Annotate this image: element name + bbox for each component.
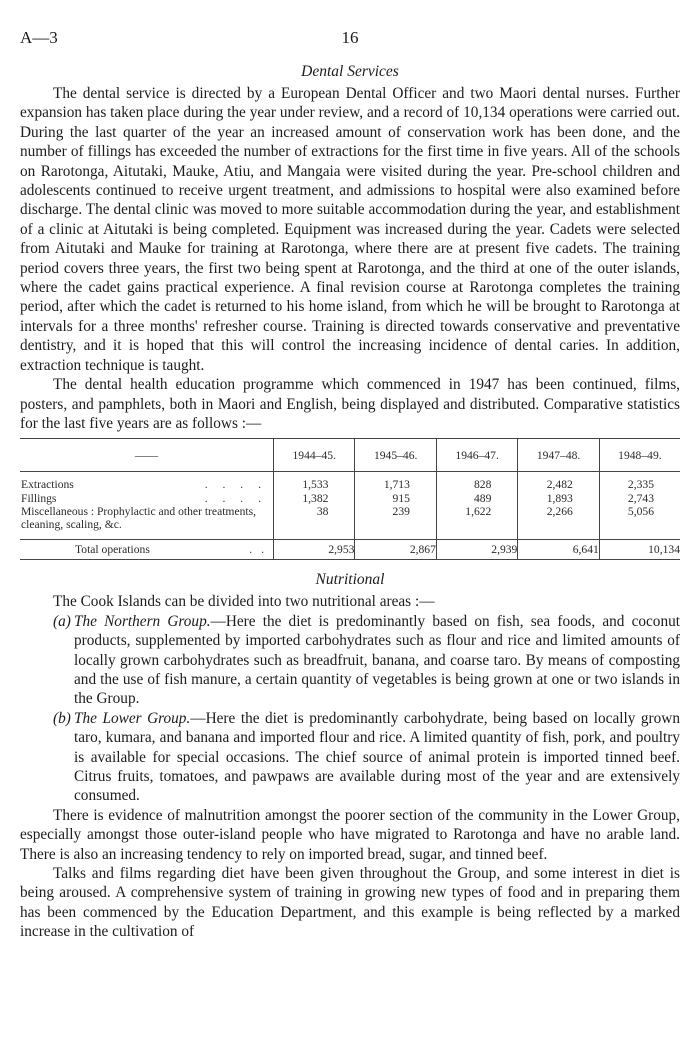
total-cell: 10,134 <box>599 540 680 560</box>
total-cell: 2,953 <box>274 540 355 560</box>
leader-dots: . . <box>249 543 267 557</box>
page-header <box>20 28 680 62</box>
table-cell: 38 <box>316 504 329 518</box>
table-cell: 915 <box>392 491 410 505</box>
item-marker: (b) <box>53 709 71 727</box>
year-header: 1944–45. <box>274 439 355 472</box>
year-column-1944-45 <box>274 472 355 540</box>
dental-paragraph-2: The dental health education programme which commenced in 1947 has been continued, films, posters, and pamphlets, both in Maori and English, being displayed and distributed. Comparative statistics for the last five years are as follows :— <box>20 376 680 432</box>
nutrition-intro: The Cook Islands can be divided into two nutritional areas :— <box>53 593 435 611</box>
dental-paragraph-1: The dental service is directed by a European Dental Officer and two Maori dental nurses. Further expansion has taken place during the year under review, and a record of 10,134 operations were carried out. During the last quarter of the year an increased amount of conservation work has been done, and the number of fillings has exceeded the number of extractions for the first time in five years. All of the schools on Rarotonga, Aitutaki, Mauke, Atiu, and Mangaia were visited during the year. Pre-school children and adolescents continued to receive urgent treatment, and admissions to hospital were also examined before discharge. The dental clinic was moved to more suitable accommodation during the year, and establishment of a clinic at Aitutaki is being completed. Equipment was increased during the year. Cadets were selected from Aitutaki and Mauke for training at Rarotonga, where there are at present five cadets. The training period covers three years, the first two being spent at Rarotonga, and the third at one of the outer islands, where the cadet gains practical experience. A final revision course at Rarotonga completes the training period, after which the cadet is returned to his home island, from which he will be brought to Rarotonga at intervals for a three months' refresher course. Training is directed towards conservative and preventative dentistry, and it is hoped that this will control the increasing incidence of dental caries. In addition, extraction technique is taught. <box>20 85 680 374</box>
total-cell: 2,867 <box>355 540 436 560</box>
nutritional-heading: Nutritional <box>315 571 385 589</box>
table-corner-dash: —— <box>20 439 274 472</box>
group-name: The Lower Group. <box>74 709 191 727</box>
group-name: The Northern Group. <box>74 612 211 630</box>
year-header: 1947–48. <box>518 439 599 472</box>
table-cell: 1,533 <box>302 478 329 492</box>
group-description: —Here the diet is predominantly based on fish, sea foods, and coconut products, supplemented by imported carbohydrates such as flour and rice and limited amounts of locally grown carbohydrates such as breadfruit, banana, and coarse taro. By means of composting and the use of fish manure, a certain quantity of vegetables is being grown at one or two islands in the Group. <box>74 612 680 708</box>
table-cell: 2,335 <box>627 478 654 492</box>
total-label-cell <box>20 540 274 560</box>
table-cell: 1,382 <box>302 491 329 505</box>
table-cell: 5,056 <box>627 504 654 518</box>
table-body-row <box>20 472 680 540</box>
table-total-row <box>20 540 680 560</box>
table-cell: 2,482 <box>546 478 573 492</box>
row-label-text: Extractions <box>21 478 74 492</box>
row-labels-cell <box>20 472 274 540</box>
year-header: 1946–47. <box>436 439 517 472</box>
table-cell: 2,743 <box>627 491 654 505</box>
leader-dots: . . . . <box>204 478 267 492</box>
leader-dots: . . . . <box>204 491 267 505</box>
year-header: 1945–46. <box>355 439 436 472</box>
report-reference: A—3 <box>20 28 58 47</box>
total-label-text: Total operations <box>75 543 150 557</box>
table-cell: 828 <box>473 478 492 492</box>
row-label-miscellaneous: Miscellaneous : Prophylactic and other treatments, cleaning, scaling, &c. <box>21 504 257 531</box>
nutrition-paragraph-4: Talks and films regarding diet have been given throughout the Group, and some interest in diet is being aroused. A comprehensive system of training in growing new types of food and in preparing them has been commenced by the Education Department, and this example is being reflected by a marked increase in the cultivation of <box>20 865 680 941</box>
list-item-lower-group <box>20 709 680 806</box>
item-marker: (a) <box>53 612 71 630</box>
dental-statistics-table <box>20 438 680 560</box>
table-cell: 2,266 <box>546 504 573 518</box>
total-label <box>75 543 273 556</box>
total-cell: 6,641 <box>518 540 599 560</box>
year-column-1948-49 <box>599 472 680 540</box>
table-cell: 1,622 <box>465 504 492 518</box>
total-cell: 2,939 <box>436 540 517 560</box>
table-cell: 489 <box>473 491 492 505</box>
table-cell: 1,713 <box>383 478 410 492</box>
row-label-fillings <box>21 492 273 505</box>
group-description: —Here the diet is predominantly carbohydrate, being based on locally grown taro, kumara, and banana and imported flour and rice. A limited quantity of fish, pork, and poultry is available for special occasions. The chief source of animal protein is imported tinned beef. Citrus fruits, tomatoes, and pawpaws are available during most of the year and are extensively consumed. <box>74 709 680 805</box>
dental-services-heading: Dental Services <box>301 63 399 80</box>
page-number: 16 <box>341 28 359 47</box>
list-item-northern-group <box>20 612 680 709</box>
nutrition-paragraph-3: There is evidence of malnutrition amongst the poorer section of the community in the Lower Group, especially amongst those outer-island people who have migrated to Rarotonga and have no arable land. There is also an increasing tendency to rely on imported bread, sugar, and tinned beef. <box>20 806 680 863</box>
dental-services-section <box>20 62 680 433</box>
row-label-text: Fillings <box>21 491 57 505</box>
year-header: 1948–49. <box>599 439 680 472</box>
year-column-1946-47 <box>436 472 517 540</box>
nutritional-areas-list <box>20 612 680 806</box>
year-column-1947-48 <box>518 472 599 540</box>
table-cell: 239 <box>392 504 410 518</box>
table-cell: 1,893 <box>546 491 573 505</box>
table-header-row <box>20 439 680 472</box>
row-label-extractions <box>21 478 273 491</box>
year-column-1945-46 <box>355 472 436 540</box>
nutritional-section <box>20 570 680 941</box>
